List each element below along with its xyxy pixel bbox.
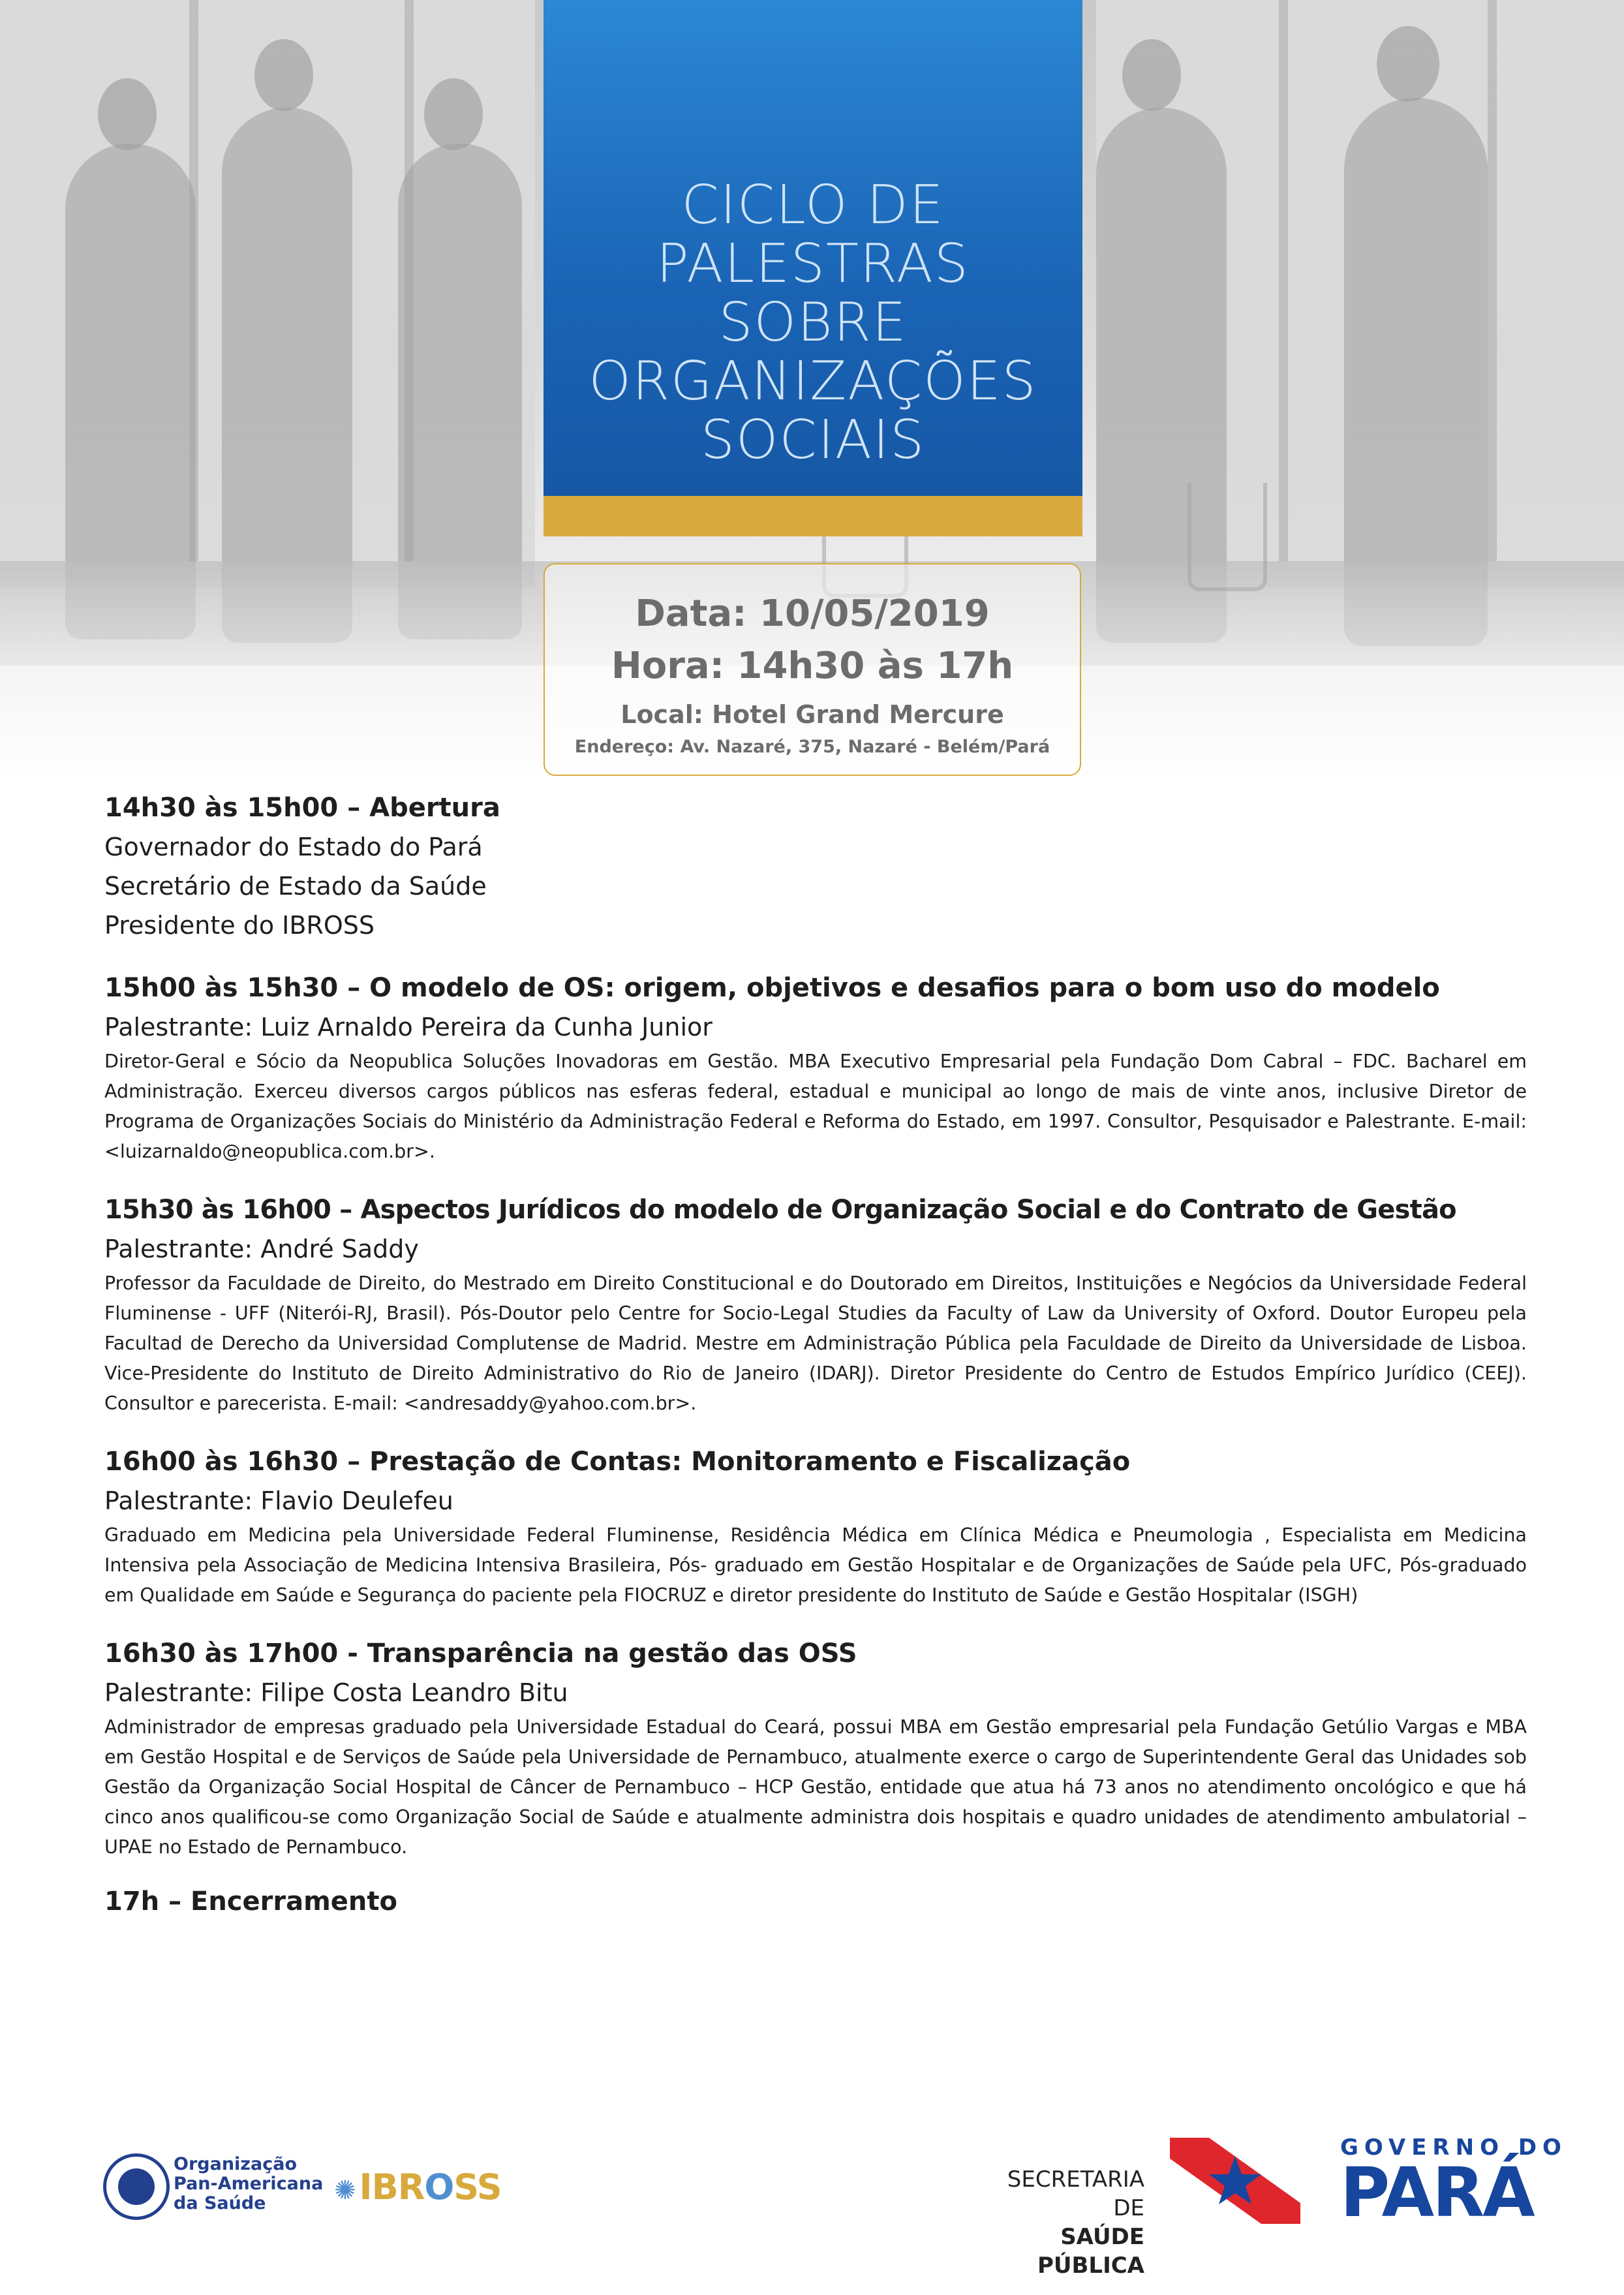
talk-heading: 16h00 às 16h30 – Prestação de Contas: Monitoramento e Fiscalização [104,1447,1131,1477]
talk-heading: 16h30 às 17h00 - Transparência na gestão das OSS [104,1639,857,1669]
talk-speaker: Palestrante: Filipe Costa Leandro Bitu [104,1678,568,1707]
talk-speaker: Palestrante: André Saddy [104,1235,419,1263]
opening-heading: 14h30 às 15h00 – Abertura [104,793,500,823]
event-info-box [544,563,1081,776]
talk-bio: Professor da Faculdade de Direito, do Mestrado em Direito Constitucional e do Doutorado em Direitos, Instituições e Negócios da Universidade Federal Fluminense - UFF (Niterói-RJ, Brasil). Pós-Doutor pelo Centre for Socio-Legal Studies da Faculty of Law da University of Oxford. Doutor Europeu pela Facultad de Derecho da Universidad Complutense de Madrid. Mestre em Administração Pública pela Faculdade de Direito da Universidade de Lisboa. Vice-Presidente do Instituto de Direito Administrativo do Rio de Janeiro (IDARJ). Diretor Presidente do Centro de Estudos Empírico Jurídico (CEEJ). Consultor e parecerista. E-mail: <andresaddy@yahoo.com.br>. [104,1272,1527,1414]
talk-section [104,1634,1527,1862]
sespa-logo: SECRETARIA DE SAÚDE PÚBLICA [1007,2166,1144,2279]
closing-heading: 17h – Encerramento [104,1887,397,1917]
talk-speaker: Palestrante: Flavio Deulefeu [104,1486,453,1515]
program [104,788,1527,1921]
title-accent-bar [544,496,1082,536]
talk-speaker: Palestrante: Luiz Arnaldo Pereira da Cunha Junior [104,1013,712,1041]
talk-section [104,1190,1527,1419]
talk-bio: Administrador de empresas graduado pela Universidade Estadual do Ceará, possui MBA em Gestão empresarial pela Fundação Getúlio Vargas e MBA em Gestão Hospital e de Serviços de Saúde pela Universidade de Pernambuco, atualmente exerce o cargo de Superintendente Geral das Unidades sob Gestão da Organização Social Hospital de Câncer de Pernambuco – HCP Gestão, entidade que atua há 73 anos no atendimento oncológico e que há cinco anos qualificou-se como Organização Social de Saúde e atualmente administra dois hospitais e quadro unidades de atendimento ambulatorial – UPAE no Estado de Pernambuco. [104,1716,1527,1858]
governo-para-logo: GOVERNO DO PARÁ [1340,2134,1567,2232]
ibross-logo: ✺ IBROSS [334,2166,502,2208]
opening-line: Governador do Estado do Pará [104,833,483,861]
globe-seal-icon [103,2153,170,2220]
event-time: Hora: 14h30 às 17h [611,645,1014,687]
event-title: CICLO DE PALESTRAS SOBRE ORGANIZAÇÕES SOCIAIS [589,174,1037,471]
talk-bio: Graduado em Medicina pela Universidade Federal Fluminense, Residência Médica em Clínica Médica e Pneumologia , Especialista em Medicina Intensiva pela Associação de Medicina Intensiva Brasileira, Pós- graduado em Gestão Hospitalar e de Organizações de Saúde pela UFC, Pós-graduado em Qualidade em Saúde e Segurança do paciente pela FIOCRUZ e diretor presidente do Instituto de Saúde e Gestão Hospitalar (ISGH) [104,1524,1527,1606]
para-flag-icon [1170,2138,1300,2224]
sun-icon: ✺ [334,2176,356,2206]
opening-section [104,788,1527,945]
talk-section [104,1442,1527,1610]
opening-line: Secretário de Estado da Saúde [104,872,487,901]
opening-line: Presidente do IBROSS [104,911,375,940]
event-location: Local: Hotel Grand Mercure [620,700,1004,729]
event-address: Endereço: Av. Nazaré, 375, Nazaré - Belém/Pará [574,737,1050,757]
talk-heading: 15h30 às 16h00 – Aspectos Jurídicos do modelo de Organização Social e do Contrato de Gestão [104,1195,1456,1225]
talk-section [104,968,1527,1167]
talk-heading: 15h00 às 15h30 – O modelo de OS: origem, objetivos e desafios para o bom uso do modelo [104,973,1440,1003]
event-date: Data: 10/05/2019 [635,593,990,635]
talk-bio: Diretor-Geral e Sócio da Neopublica Soluções Inovadoras em Gestão. MBA Executivo Empresarial pela Fundação Dom Cabral – FDC. Bacharel em Administração. Exerceu diversos cargos públicos nas esferas federal, estadual e municipal ao longo de mais de vinte anos, inclusive Diretor de Programa de Organizações Sociais do Ministério da Administração Federal e Reforma do Estado, em 1997. Consultor, Pesquisador e Palestrante. E-mail: <luizarnaldo@neopublica.com.br>. [104,1051,1527,1162]
